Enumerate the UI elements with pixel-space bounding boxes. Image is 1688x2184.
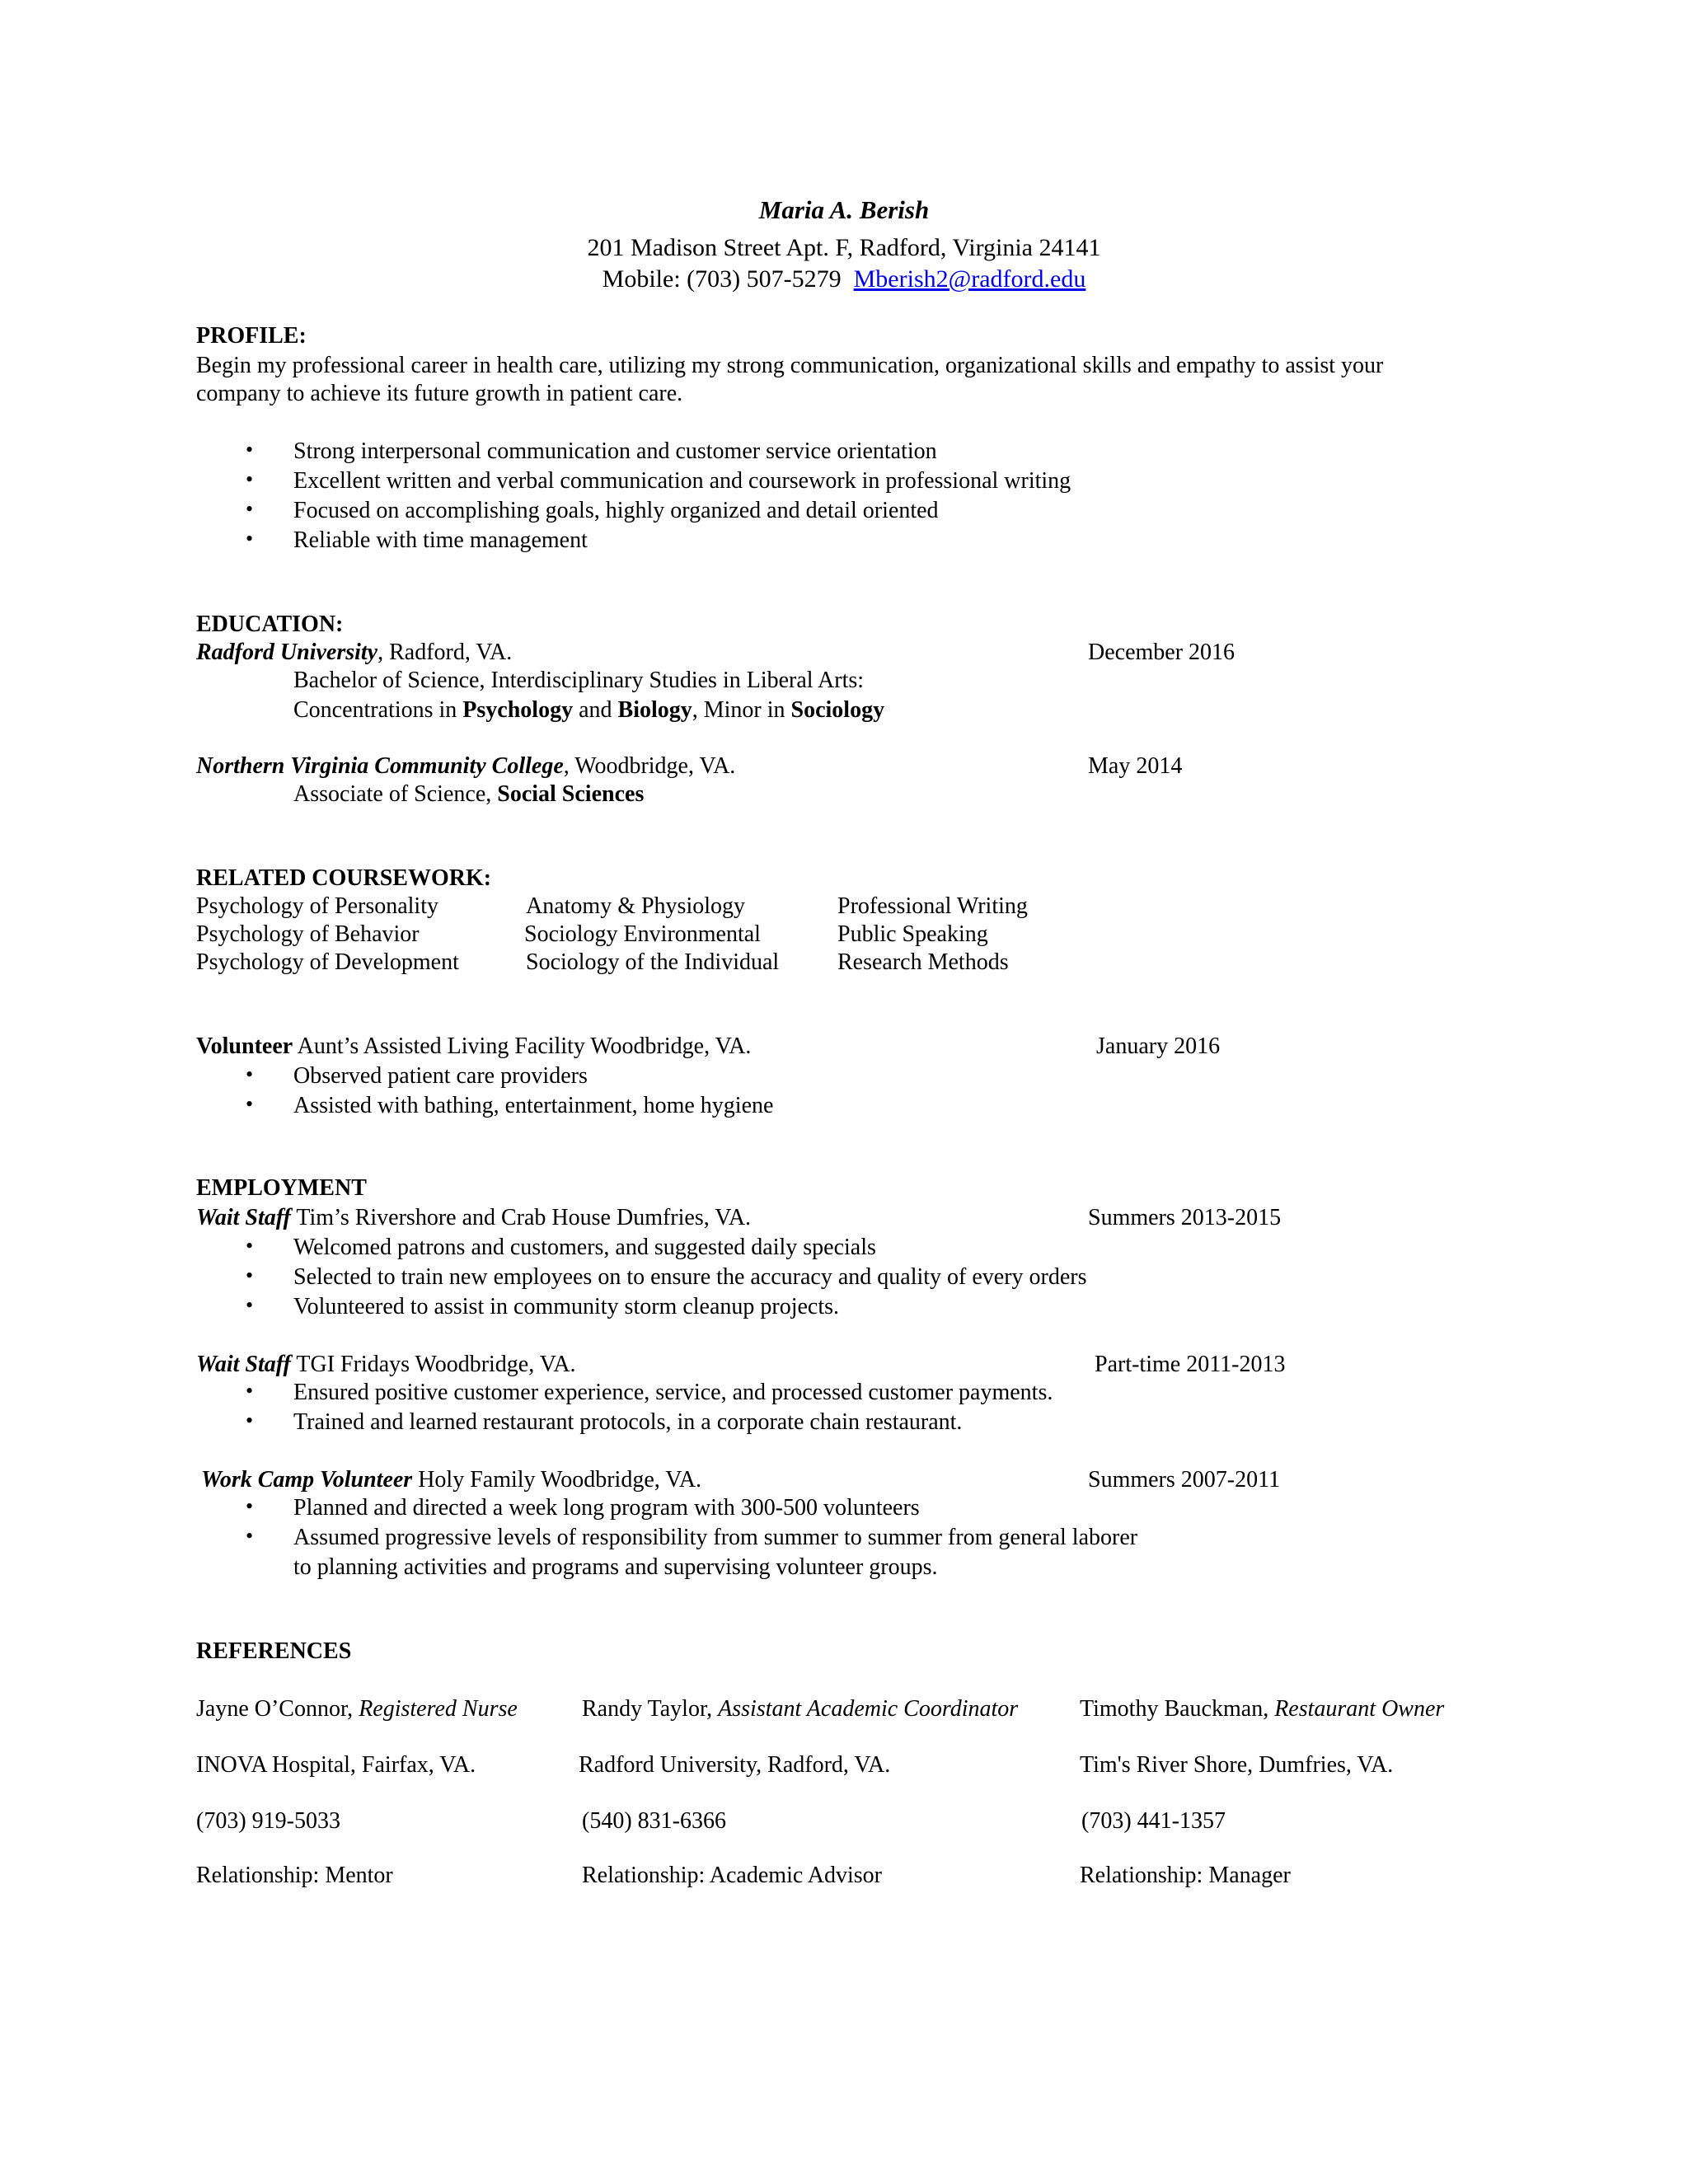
profile-line-1: Begin my professional career in health care, utilizing my strong communication, organizational skills and empathy to assist your: [196, 353, 1384, 378]
job-bullet: • Welcomed patrons and customers, and suggested daily specials: [293, 1233, 876, 1262]
reference-phone: (540) 831-6366: [582, 1808, 726, 1834]
reference-name: [1080, 1694, 1444, 1723]
volunteer-date: January 2016: [1096, 1033, 1221, 1059]
profile-bullet: • Strong interpersonal communication and customer service orientation: [293, 437, 937, 466]
school-name: Northern Virginia Community College: [196, 753, 564, 779]
concentration-biology: Biology: [617, 697, 692, 723]
job-org: TGI Fridays Woodbridge, VA.: [290, 1352, 576, 1377]
course-item: Psychology of Behavior: [196, 921, 420, 947]
concentrations-text: and: [573, 697, 618, 723]
job-bullet: • Trained and learned restaurant protocols, in a corporate chain restaurant.: [293, 1408, 962, 1436]
reference-person: Timothy Bauckman,: [1080, 1696, 1275, 1722]
course-item: Sociology of the Individual: [526, 949, 780, 975]
degree-field: Social Sciences: [497, 781, 645, 807]
reference-role: Restaurant Owner: [1274, 1696, 1445, 1722]
volunteer-title: Volunteer: [196, 1033, 293, 1059]
coursework-heading: RELATED COURSEWORK:: [196, 865, 492, 891]
job-bullet: • Selected to train new employees on to ensure the accuracy and quality of every orders: [293, 1263, 1087, 1291]
profile-bullet: • Excellent written and verbal communication and coursework in professional writing: [293, 466, 1071, 495]
volunteer-entry: [196, 1032, 751, 1061]
job-entry: [196, 1350, 576, 1379]
reference-name: [582, 1694, 1018, 1723]
job-date: Summers 2007-2011: [1088, 1467, 1281, 1493]
reference-name: [196, 1694, 518, 1723]
profile-heading: PROFILE:: [196, 323, 307, 349]
course-item: Sociology Environmental: [524, 921, 761, 947]
volunteer-bullet: • Assisted with bathing, entertainment, home hygiene: [293, 1091, 773, 1120]
job-bullet: • Ensured positive customer experience, service, and processed customer payments.: [293, 1378, 1053, 1407]
job-title: Work Camp Volunteer: [201, 1467, 413, 1493]
job-bullet: • Planned and directed a week long program with 300-500 volunteers: [293, 1493, 920, 1522]
profile-bullet: • Focused on accomplishing goals, highly organized and detail oriented: [293, 496, 939, 525]
education-heading: EDUCATION:: [196, 612, 344, 637]
concentration-psychology: Psychology: [462, 697, 574, 723]
reference-relationship: Relationship: Academic Advisor: [582, 1863, 882, 1888]
job-entry: [196, 1203, 751, 1232]
email-link[interactable]: Mberish2@radford.edu: [853, 265, 1086, 293]
course-item: Psychology of Development: [196, 949, 459, 975]
reference-person: Jayne O’Connor,: [196, 1696, 359, 1722]
course-item: Anatomy & Physiology: [526, 893, 746, 919]
job-date: Part-time 2011-2013: [1095, 1352, 1286, 1377]
job-title: Wait Staff: [196, 1352, 291, 1377]
resume-name: Maria A. Berish: [758, 195, 930, 224]
reference-role: Registered Nurse: [359, 1696, 518, 1722]
degree-text: Associate of Science,: [293, 781, 498, 807]
course-item: Psychology of Personality: [196, 893, 438, 919]
concentrations-line: [293, 696, 884, 724]
reference-place: Tim's River Shore, Dumfries, VA.: [1080, 1752, 1394, 1778]
job-entry: [201, 1465, 701, 1494]
job-org: Tim’s Rivershore and Crab House Dumfries, VA.: [290, 1205, 752, 1230]
references-heading: REFERENCES: [196, 1638, 352, 1664]
job-bullet-continuation: to planning activities and programs and supervising volunteer groups.: [293, 1554, 938, 1580]
course-item: Public Speaking: [837, 921, 988, 947]
reference-relationship: Relationship: Mentor: [196, 1863, 393, 1888]
reference-place: Radford University, Radford, VA.: [579, 1752, 891, 1778]
job-org: Holy Family Woodbridge, VA.: [412, 1467, 702, 1493]
employment-heading: EMPLOYMENT: [196, 1175, 367, 1201]
contact-line: [0, 264, 1688, 295]
profile-bullet: • Reliable with time management: [293, 526, 588, 555]
reference-phone: (703) 441-1357: [1081, 1808, 1226, 1834]
degree-line: [293, 780, 644, 808]
education-entry: [196, 638, 512, 667]
reference-person: Randy Taylor,: [582, 1696, 719, 1722]
concentrations-text: Concentrations in: [293, 697, 463, 723]
address: 201 Madison Street Apt. F, Radford, Virginia 24141: [587, 234, 1101, 261]
profile-line-2: company to achieve its future growth in patient care.: [196, 381, 683, 406]
volunteer-bullet: • Observed patient care providers: [293, 1062, 588, 1090]
reference-place: INOVA Hospital, Fairfax, VA.: [196, 1752, 476, 1778]
course-item: Professional Writing: [837, 893, 1028, 919]
degree-line: Bachelor of Science, Interdisciplinary Studies in Liberal Arts:: [293, 668, 865, 693]
reference-relationship: Relationship: Manager: [1080, 1863, 1291, 1888]
minor-sociology: Sociology: [790, 697, 885, 723]
education-date: May 2014: [1088, 753, 1183, 779]
mobile: Mobile: (703) 507-5279: [602, 265, 842, 293]
job-title: Wait Staff: [196, 1205, 291, 1230]
education-entry: [196, 752, 735, 780]
concentrations-text: , Minor in: [692, 697, 791, 723]
school-location: , Woodbridge, VA.: [563, 753, 736, 779]
job-bullet: • Assumed progressive levels of responsibility from summer to summer from general laborer: [293, 1523, 1137, 1552]
volunteer-org: Aunt’s Assisted Living Facility Woodbridge, VA.: [293, 1033, 752, 1059]
school-location: , Radford, VA.: [377, 640, 513, 665]
job-date: Summers 2013-2015: [1088, 1205, 1282, 1230]
school-name: Radford University: [196, 640, 378, 665]
course-item: Research Methods: [837, 949, 1009, 975]
education-date: December 2016: [1088, 640, 1236, 665]
job-bullet: • Volunteered to assist in community storm cleanup projects.: [293, 1292, 839, 1321]
reference-phone: (703) 919-5033: [196, 1808, 340, 1834]
reference-role: Assistant Academic Coordinator: [718, 1696, 1019, 1722]
